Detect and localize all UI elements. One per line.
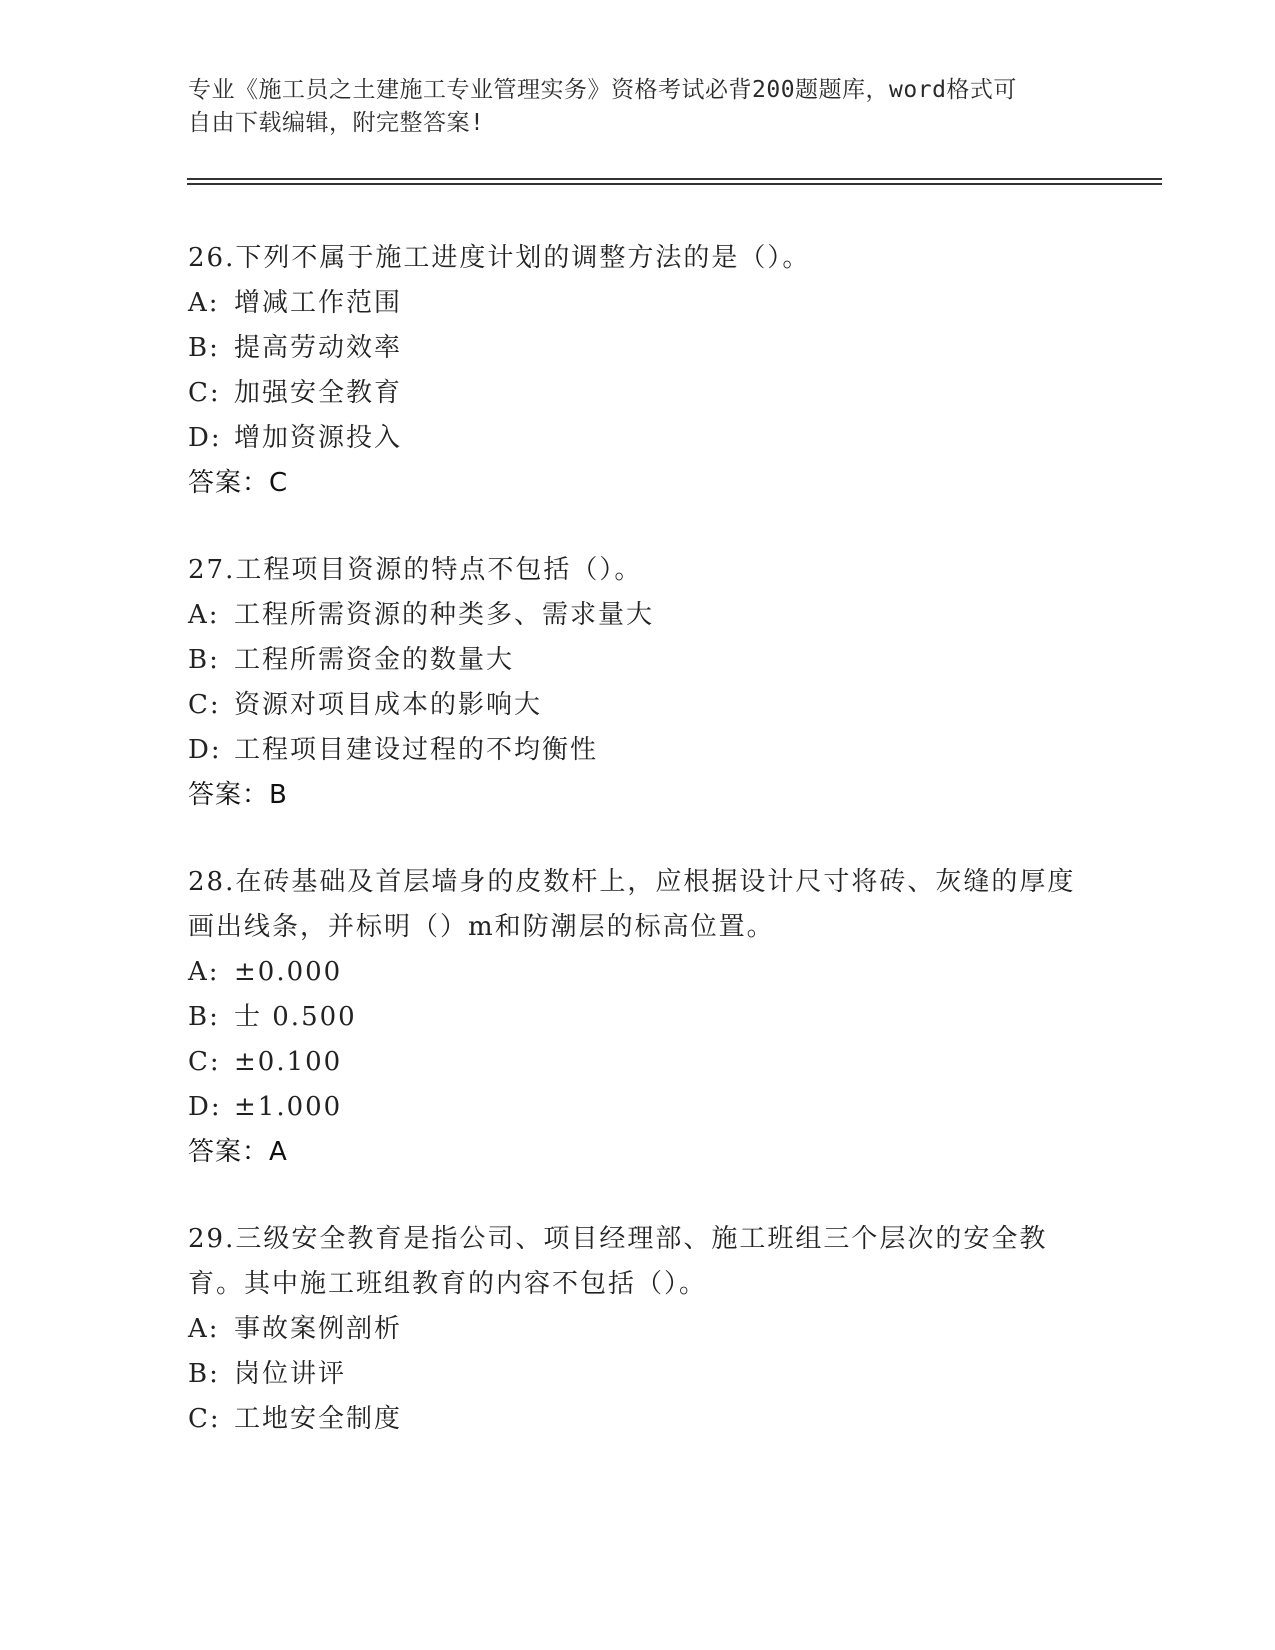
option-label: D: xyxy=(188,1092,222,1122)
option-label: D: xyxy=(188,423,222,453)
option-c xyxy=(188,1397,1088,1442)
option-label: B: xyxy=(188,1002,220,1032)
option-text: ±1.000 xyxy=(234,1092,343,1122)
option-text: 工程所需资源的种类多、需求量大 xyxy=(234,600,655,630)
option-text: 岗位讲评 xyxy=(234,1359,347,1389)
option-label: B: xyxy=(188,333,220,363)
option-label: A: xyxy=(188,1314,220,1344)
option-label: A: xyxy=(188,600,220,630)
option-label: B: xyxy=(188,1359,220,1389)
option-label: C: xyxy=(188,378,221,408)
option-a xyxy=(188,593,1088,638)
answer-line: 答案：A xyxy=(188,1137,288,1167)
question-text: 26.下列不属于施工进度计划的调整方法的是（）。 xyxy=(188,243,811,273)
answer-line: 答案：B xyxy=(188,780,288,810)
header-divider-bottom xyxy=(187,183,1162,185)
question-29 xyxy=(188,1217,1088,1442)
option-label: B: xyxy=(188,645,220,675)
option-text: 增加资源投入 xyxy=(234,423,403,453)
question-text: 29.三级安全教育是指公司、项目经理部、施工班组三个层次的安全教育。其中施工班组教育的内容不包括（）。 xyxy=(188,1224,1048,1299)
header-line-1: 专业《施工员之土建施工专业管理实务》资格考试必背200题题库，word格式可 xyxy=(188,77,1017,103)
option-label: C: xyxy=(188,690,221,720)
option-a xyxy=(188,950,1088,995)
option-b xyxy=(188,638,1088,683)
option-text: 士 0.500 xyxy=(234,1002,357,1032)
option-text: 加强安全教育 xyxy=(234,378,403,408)
question-27 xyxy=(188,548,1088,818)
question-26 xyxy=(188,236,1088,506)
option-b xyxy=(188,995,1088,1040)
option-label: A: xyxy=(188,288,220,318)
option-text: 事故案例剖析 xyxy=(234,1314,403,1344)
option-text: 工程项目建设过程的不均衡性 xyxy=(234,735,599,765)
option-c xyxy=(188,371,1088,416)
question-text: 28.在砖基础及首层墙身的皮数杆上，应根据设计尺寸将砖、灰缝的厚度画出线条，并标明（）m和防潮层的标高位置。 xyxy=(188,867,1076,942)
question-list xyxy=(188,236,1088,1484)
option-text: 资源对项目成本的影响大 xyxy=(234,690,543,720)
option-a xyxy=(188,281,1088,326)
question-28 xyxy=(188,860,1088,1175)
option-text: 提高劳动效率 xyxy=(234,333,403,363)
option-d xyxy=(188,416,1088,461)
option-label: A: xyxy=(188,957,220,987)
option-label: C: xyxy=(188,1047,221,1077)
header-divider-top xyxy=(187,178,1162,180)
option-c xyxy=(188,683,1088,728)
option-a xyxy=(188,1307,1088,1352)
document-header xyxy=(188,74,1088,140)
option-d xyxy=(188,728,1088,773)
option-label: C: xyxy=(188,1404,221,1434)
option-b xyxy=(188,326,1088,371)
question-text: 27.工程项目资源的特点不包括（）。 xyxy=(188,555,643,585)
option-text: ±0.100 xyxy=(234,1047,343,1077)
answer-line: 答案：C xyxy=(188,468,289,498)
option-d xyxy=(188,1085,1088,1130)
option-text: 工地安全制度 xyxy=(234,1404,403,1434)
option-label: D: xyxy=(188,735,222,765)
option-text: 增减工作范围 xyxy=(234,288,403,318)
option-b xyxy=(188,1352,1088,1397)
option-text: ±0.000 xyxy=(234,957,343,987)
option-text: 工程所需资金的数量大 xyxy=(234,645,515,675)
header-line-2: 自由下载编辑，附完整答案! xyxy=(188,110,485,136)
option-c xyxy=(188,1040,1088,1085)
